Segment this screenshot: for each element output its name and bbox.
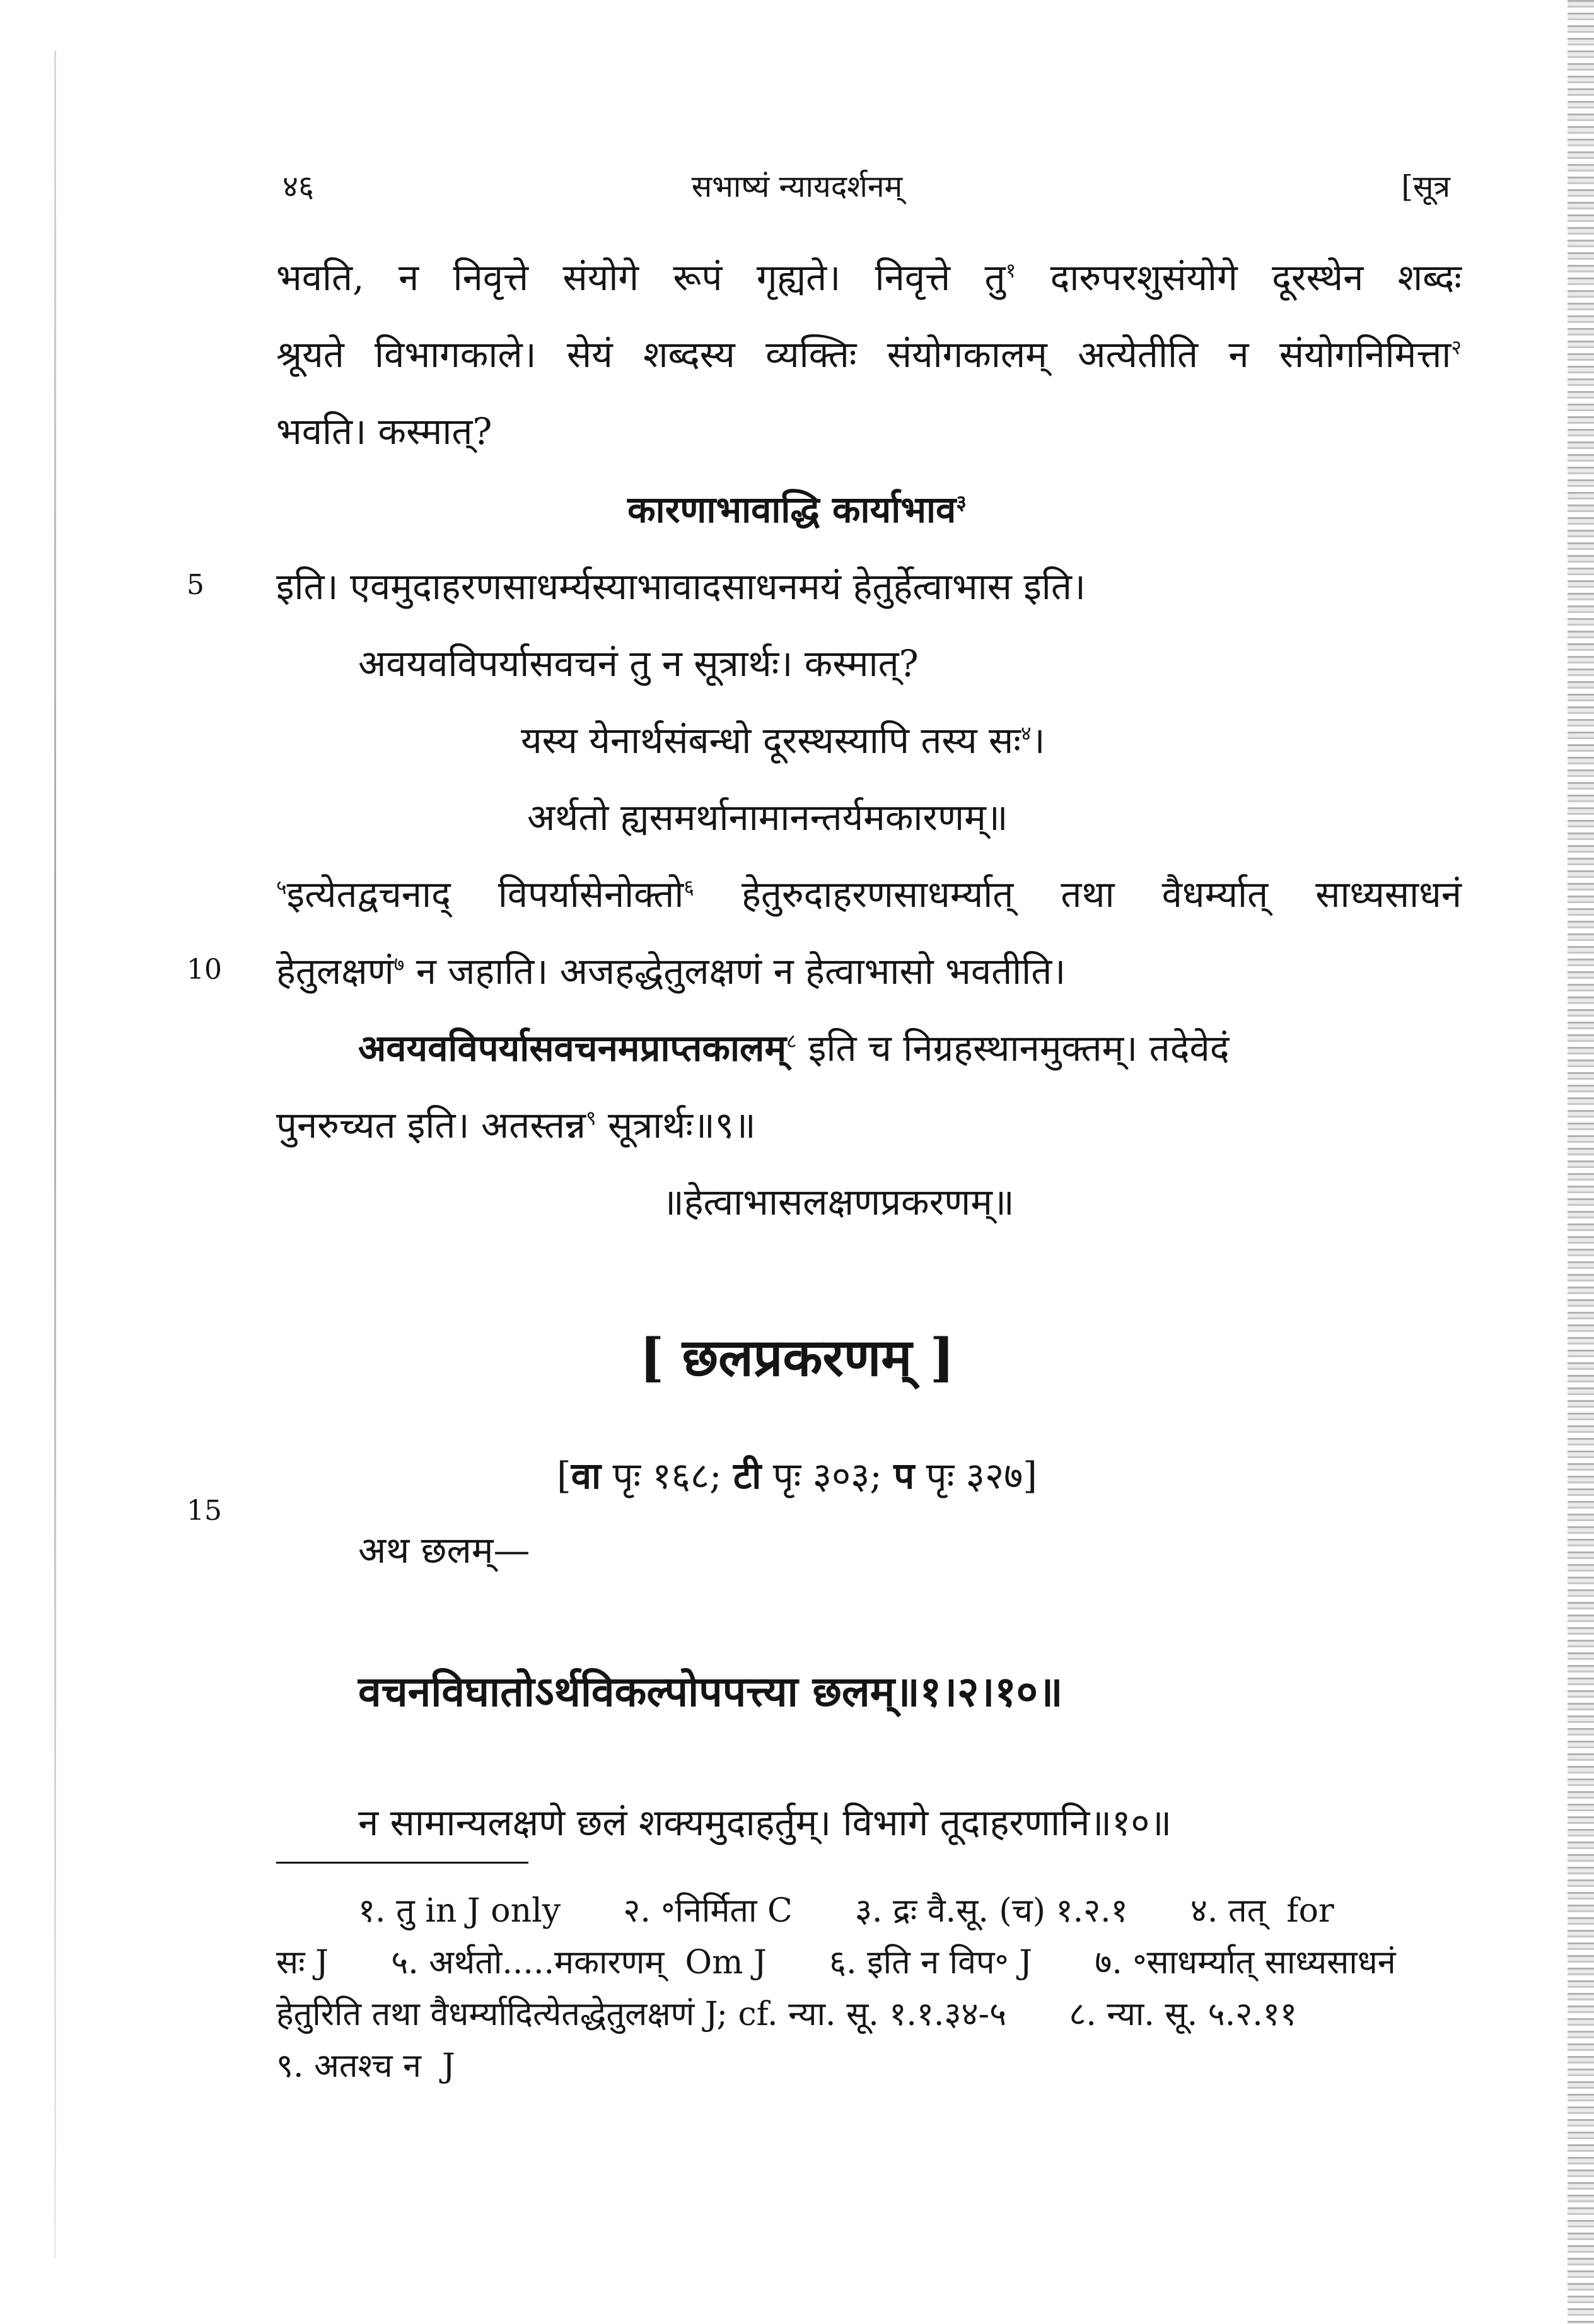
- sutra-text: वचनविघातोऽर्थविकल्पोपपत्त्या छलम्॥१।२।१०॥: [358, 1667, 1063, 1716]
- running-header: [0, 165, 1594, 216]
- section-marker: [सूत्र: [1401, 169, 1450, 204]
- footnote-ref: २: [1451, 335, 1462, 359]
- body-line-12: पुनरुच्यत इति। अतस्तन्न$^९$ सूत्रार्थः॥९॥: [276, 1104, 756, 1147]
- line-number: 5: [187, 569, 204, 601]
- scan-shadow-left: [54, 50, 56, 2258]
- quoted-sutra: कारणाभावाद्धि कार्याभाव$^३$: [627, 488, 967, 531]
- footnote-line-2: सः J ५. अर्थतो.....मकारणम् Om J ६. इति न विप॰ J ७. ॰साधर्म्यात् साध्यसाधनं: [276, 1944, 1396, 1982]
- running-title: सभाष्यं न्यायदर्शनम्: [691, 169, 903, 204]
- section-colophon: ॥हेत्वाभासलक्षणप्रकरणम्॥: [662, 1181, 1015, 1223]
- section-heading: [ छलप्रकरणम् ]: [639, 1328, 955, 1388]
- footnote-ref: ६: [684, 875, 694, 899]
- body-line-2: श्रूयते विभागकाले। सेयं शब्दस्य व्यक्तिः संयोगकालम् अत्येतीति न संयोगनिमित्ता$^२$: [276, 333, 1462, 376]
- scan-shadow-right: [1568, 0, 1594, 2324]
- body-line-5: इति। एवमुदाहरणसाधर्म्यस्याभावादसाधनमयं हेतुर्हेत्वाभास इति।: [276, 565, 1086, 608]
- footnote-line-4: ९. अतश्च न J: [276, 2047, 455, 2085]
- line-number: 10: [187, 954, 222, 986]
- body-line-10: हेतुलक्षणं$^७$ न जहाति। अजहद्धेतुलक्षणं न हेत्वाभासो भवतीति।: [276, 950, 1066, 993]
- commentary-reference: [वा पृः १६८; टी पृः ३०३; प पृः ३२७]: [557, 1454, 1037, 1497]
- footnote-ref: ४: [1020, 721, 1032, 745]
- footnote-ref: ३: [956, 490, 967, 515]
- page-number: ४६: [282, 169, 314, 204]
- verse-line-1: यस्य येनार्थसंबन्धो दूरस्थस्यापि तस्य सः$^४$।: [521, 719, 1045, 762]
- footnote-ref: ९: [585, 1106, 596, 1130]
- body-line-16: अथ छलम्—: [358, 1529, 530, 1572]
- body-line-1: भवति, न निवृत्ते संयोगे रूपं गृह्यते। निवृत्ते तु$^१$ दारुपरशुसंयोगे दूरस्थेन शब्दः: [276, 256, 1462, 299]
- footnote-ref: ५: [276, 875, 287, 899]
- verse-line-2: अर्थतो ह्यसमर्थानामानन्तर्यमकारणम्॥: [527, 796, 1008, 839]
- body-line-9: $^५$इत्येतद्वचनाद् विपर्यासेनोक्तो$^६$ हेतुरुदाहरणसाधर्म्यात् तथा वैधर्म्यात् साध्यसाधनं: [276, 873, 1462, 916]
- body-line-18: न सामान्यलक्षणे छलं शक्यमुदाहर्तुम्। विभागे तूदाहरणानि॥१०॥: [358, 1801, 1172, 1844]
- footnote-line-1: १. तु in J only २. ॰निर्मिता C ३. द्रः वै.सू. (च) १.२.१ ४. तत् for: [358, 1892, 1334, 1930]
- body-line-6: अवयवविपर्यासवचनं तु न सूत्रार्थः। कस्मात्?: [358, 642, 919, 685]
- footnote-ref: ७: [393, 952, 405, 976]
- line-number: 15: [187, 1495, 222, 1527]
- footnote-line-3: हेतुरिति तथा वैधर्म्यादित्येतद्धेतुलक्षणं J; cf. न्या. सू. १.१.३४-५ ८. न्या. सू. ५.२.११: [276, 1995, 1297, 2033]
- footnote-divider: [276, 1862, 528, 1864]
- footnote-ref: १: [1005, 258, 1016, 283]
- footnote-ref: ८: [786, 1029, 797, 1053]
- body-line-3: भवति। कस्मात्?: [276, 410, 492, 453]
- body-line-11: अवयवविपर्यासवचनमप्राप्तकालम्$^८$ इति च निग्रहस्थानमुक्तम्। तदेवेदं: [358, 1027, 1230, 1070]
